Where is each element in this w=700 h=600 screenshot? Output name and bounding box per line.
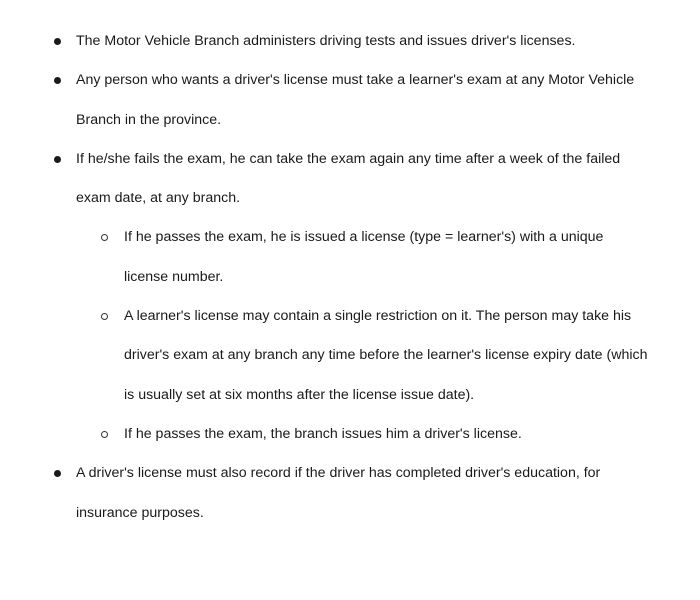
sub-list-item-text: A learner's license may contain a single restriction on it. The person may take his driver's exam at any branch any time before the learner's license expiry date (which is usually set at six months after the license issue date). [124, 308, 648, 403]
sub-list-item [0, 415, 700, 454]
sub-list-item [0, 297, 700, 415]
list-item-text: Any person who wants a driver's license must take a learner's exam at any Motor Vehicle Branch in the province. [76, 72, 635, 128]
hollow-bullet-icon [101, 234, 108, 241]
sub-list-item-text: If he passes the exam, the branch issues him a driver's license. [124, 425, 522, 442]
list-item-text: A driver's license must also record if the driver has completed driver's education, for insurance purposes. [76, 465, 601, 521]
sub-list-item-text: If he passes the exam, he is issued a license (type = learner's) with a unique license number. [124, 229, 604, 285]
list-item [0, 454, 700, 533]
filled-bullet-icon [54, 38, 61, 45]
hollow-bullet-icon [101, 431, 108, 438]
filled-bullet-icon [54, 470, 61, 477]
list-item-text: If he/she fails the exam, he can take the exam again any time after a week of the failed exam date, at any branch. [76, 150, 621, 207]
bullet-list [0, 22, 700, 533]
filled-bullet-icon [54, 156, 61, 163]
filled-bullet-icon [54, 77, 61, 84]
list-item-text: The Motor Vehicle Branch administers driving tests and issues driver's licenses. [76, 33, 576, 49]
list-item [0, 140, 700, 219]
list-item [0, 61, 700, 140]
list-item [0, 22, 700, 61]
hollow-bullet-icon [101, 313, 108, 320]
sub-list-item [0, 218, 700, 297]
